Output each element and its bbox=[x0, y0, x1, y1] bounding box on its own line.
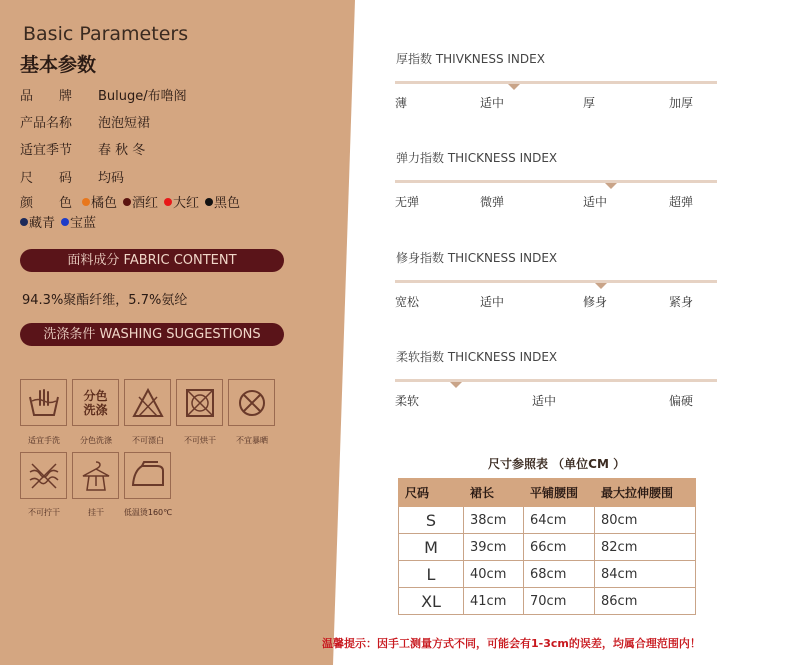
index-label: 适中 bbox=[480, 96, 505, 110]
table-row bbox=[399, 534, 696, 561]
color-options bbox=[20, 194, 320, 234]
measurement-warning: 温馨提示：因手工测量方式不同，可能会有1-3cm的误差，均属合理范围内！ bbox=[322, 637, 701, 650]
measure-cell: 66cm bbox=[524, 534, 595, 561]
index-label: 薄 bbox=[395, 96, 408, 110]
color-name: 藏青 bbox=[29, 216, 56, 231]
index-label: 超弹 bbox=[669, 195, 694, 209]
index-scale-bar bbox=[395, 379, 717, 382]
color-option bbox=[205, 194, 240, 214]
col-waist-max: 最大拉伸腰围 bbox=[595, 479, 696, 507]
table-row bbox=[399, 561, 696, 588]
color-option bbox=[82, 194, 117, 214]
index-scale-bar bbox=[395, 280, 717, 283]
param-label: 颜 色 bbox=[20, 196, 73, 211]
measure-cell: 80cm bbox=[595, 507, 696, 534]
index-title: 柔软指数 THICKNESS INDEX bbox=[396, 350, 558, 364]
size-cell: S bbox=[399, 507, 464, 534]
measure-cell: 38cm bbox=[464, 507, 524, 534]
color-dot bbox=[164, 198, 172, 206]
color-dot bbox=[20, 218, 28, 226]
measure-cell: 41cm bbox=[464, 588, 524, 615]
size-cell: XL bbox=[399, 588, 464, 615]
table-row bbox=[399, 588, 696, 615]
measure-cell: 84cm bbox=[595, 561, 696, 588]
index-label: 无弹 bbox=[395, 195, 420, 209]
index-label: 紧身 bbox=[669, 295, 694, 309]
param-value: Buluge/布噜阁 bbox=[98, 89, 187, 104]
index-label: 厚 bbox=[583, 96, 596, 110]
measure-cell: 70cm bbox=[524, 588, 595, 615]
param-label: 产品名称 bbox=[20, 116, 73, 131]
measure-cell: 86cm bbox=[595, 588, 696, 615]
param-row-name bbox=[20, 112, 150, 131]
param-value: 春 秋 冬 bbox=[98, 143, 146, 158]
size-table bbox=[398, 478, 696, 615]
measure-cell: 82cm bbox=[595, 534, 696, 561]
washing-header: 洗涤条件 WASHING SUGGESTIONS bbox=[20, 323, 284, 346]
index-scale-bar bbox=[395, 180, 717, 183]
wash-caption: 不可烘干 bbox=[184, 436, 216, 445]
index-title: 厚指数 THIVKNESS INDEX bbox=[396, 52, 545, 66]
size-cell: L bbox=[399, 561, 464, 588]
col-length: 裙长 bbox=[464, 479, 524, 507]
index-label: 微弹 bbox=[480, 195, 505, 209]
index-title: 弹力指数 THICKNESS INDEX bbox=[396, 151, 558, 165]
color-option bbox=[164, 194, 199, 214]
param-label: 品 牌 bbox=[20, 89, 73, 104]
index-label: 加厚 bbox=[669, 96, 694, 110]
panel-divider bbox=[333, 0, 355, 665]
color-option bbox=[20, 214, 55, 234]
index-label: 宽松 bbox=[395, 295, 420, 309]
index-label: 修身 bbox=[583, 295, 608, 309]
param-label: 适宜季节 bbox=[20, 143, 73, 158]
index-label: 适中 bbox=[583, 195, 608, 209]
fabric-content: 94.3%聚酯纤维，5.7%氨纶 bbox=[22, 293, 188, 308]
index-label: 偏硬 bbox=[669, 394, 694, 408]
param-label: 尺 码 bbox=[20, 171, 73, 186]
index-label: 适中 bbox=[480, 295, 505, 309]
index-title: 修身指数 THICKNESS INDEX bbox=[396, 251, 558, 265]
param-value: 泡泡短裙 bbox=[98, 116, 151, 131]
wash-caption: 挂干 bbox=[88, 508, 104, 517]
wash-caption: 不可拧干 bbox=[28, 508, 60, 517]
index-label: 柔软 bbox=[395, 394, 420, 408]
param-row-brand bbox=[20, 85, 187, 104]
color-name: 橘色 bbox=[91, 196, 118, 211]
no-wring-icon bbox=[20, 452, 67, 499]
separate-wash-icon: 分色 洗涤 bbox=[72, 379, 119, 426]
color-name: 酒红 bbox=[132, 196, 159, 211]
color-option bbox=[123, 194, 158, 214]
measure-cell: 68cm bbox=[524, 561, 595, 588]
measure-cell: 40cm bbox=[464, 561, 524, 588]
low-iron-icon bbox=[124, 452, 171, 499]
fabric-header: 面料成分 FABRIC CONTENT bbox=[20, 249, 284, 272]
no-tumble-dry-icon bbox=[176, 379, 223, 426]
col-waist-flat: 平铺腰围 bbox=[524, 479, 595, 507]
param-row-size bbox=[20, 167, 124, 186]
wash-caption: 不宜暴晒 bbox=[236, 436, 268, 445]
color-option bbox=[61, 214, 96, 234]
index-marker bbox=[450, 382, 462, 388]
color-name: 宝蓝 bbox=[70, 216, 97, 231]
table-row bbox=[399, 507, 696, 534]
color-name: 黑色 bbox=[214, 196, 241, 211]
measure-cell: 39cm bbox=[464, 534, 524, 561]
heading-cn: 基本参数 bbox=[20, 54, 97, 76]
color-dot bbox=[205, 198, 213, 206]
hang-dry-icon bbox=[72, 452, 119, 499]
param-value: 均码 bbox=[98, 171, 125, 186]
color-dot bbox=[61, 218, 69, 226]
wash-caption: 低温烫160℃ bbox=[123, 508, 173, 517]
index-marker bbox=[605, 183, 617, 189]
index-label: 适中 bbox=[532, 394, 557, 408]
color-dot bbox=[123, 198, 131, 206]
color-dot bbox=[82, 198, 90, 206]
size-table-header bbox=[399, 479, 696, 507]
index-marker bbox=[595, 283, 607, 289]
size-cell: M bbox=[399, 534, 464, 561]
wash-caption: 适宜手洗 bbox=[28, 436, 60, 445]
param-row-season bbox=[20, 139, 145, 158]
no-sun-dry-icon bbox=[228, 379, 275, 426]
color-name: 大红 bbox=[173, 196, 200, 211]
index-scale-bar bbox=[395, 81, 717, 84]
wash-caption: 不可漂白 bbox=[132, 436, 164, 445]
wash-caption: 分色洗涤 bbox=[80, 436, 112, 445]
no-bleach-icon bbox=[124, 379, 171, 426]
col-size: 尺码 bbox=[399, 479, 464, 507]
index-marker bbox=[508, 84, 520, 90]
heading-en: Basic Parameters bbox=[23, 23, 189, 45]
measure-cell: 64cm bbox=[524, 507, 595, 534]
hand-wash-icon bbox=[20, 379, 67, 426]
size-table-title: 尺寸参照表 （单位CM ） bbox=[488, 457, 626, 471]
